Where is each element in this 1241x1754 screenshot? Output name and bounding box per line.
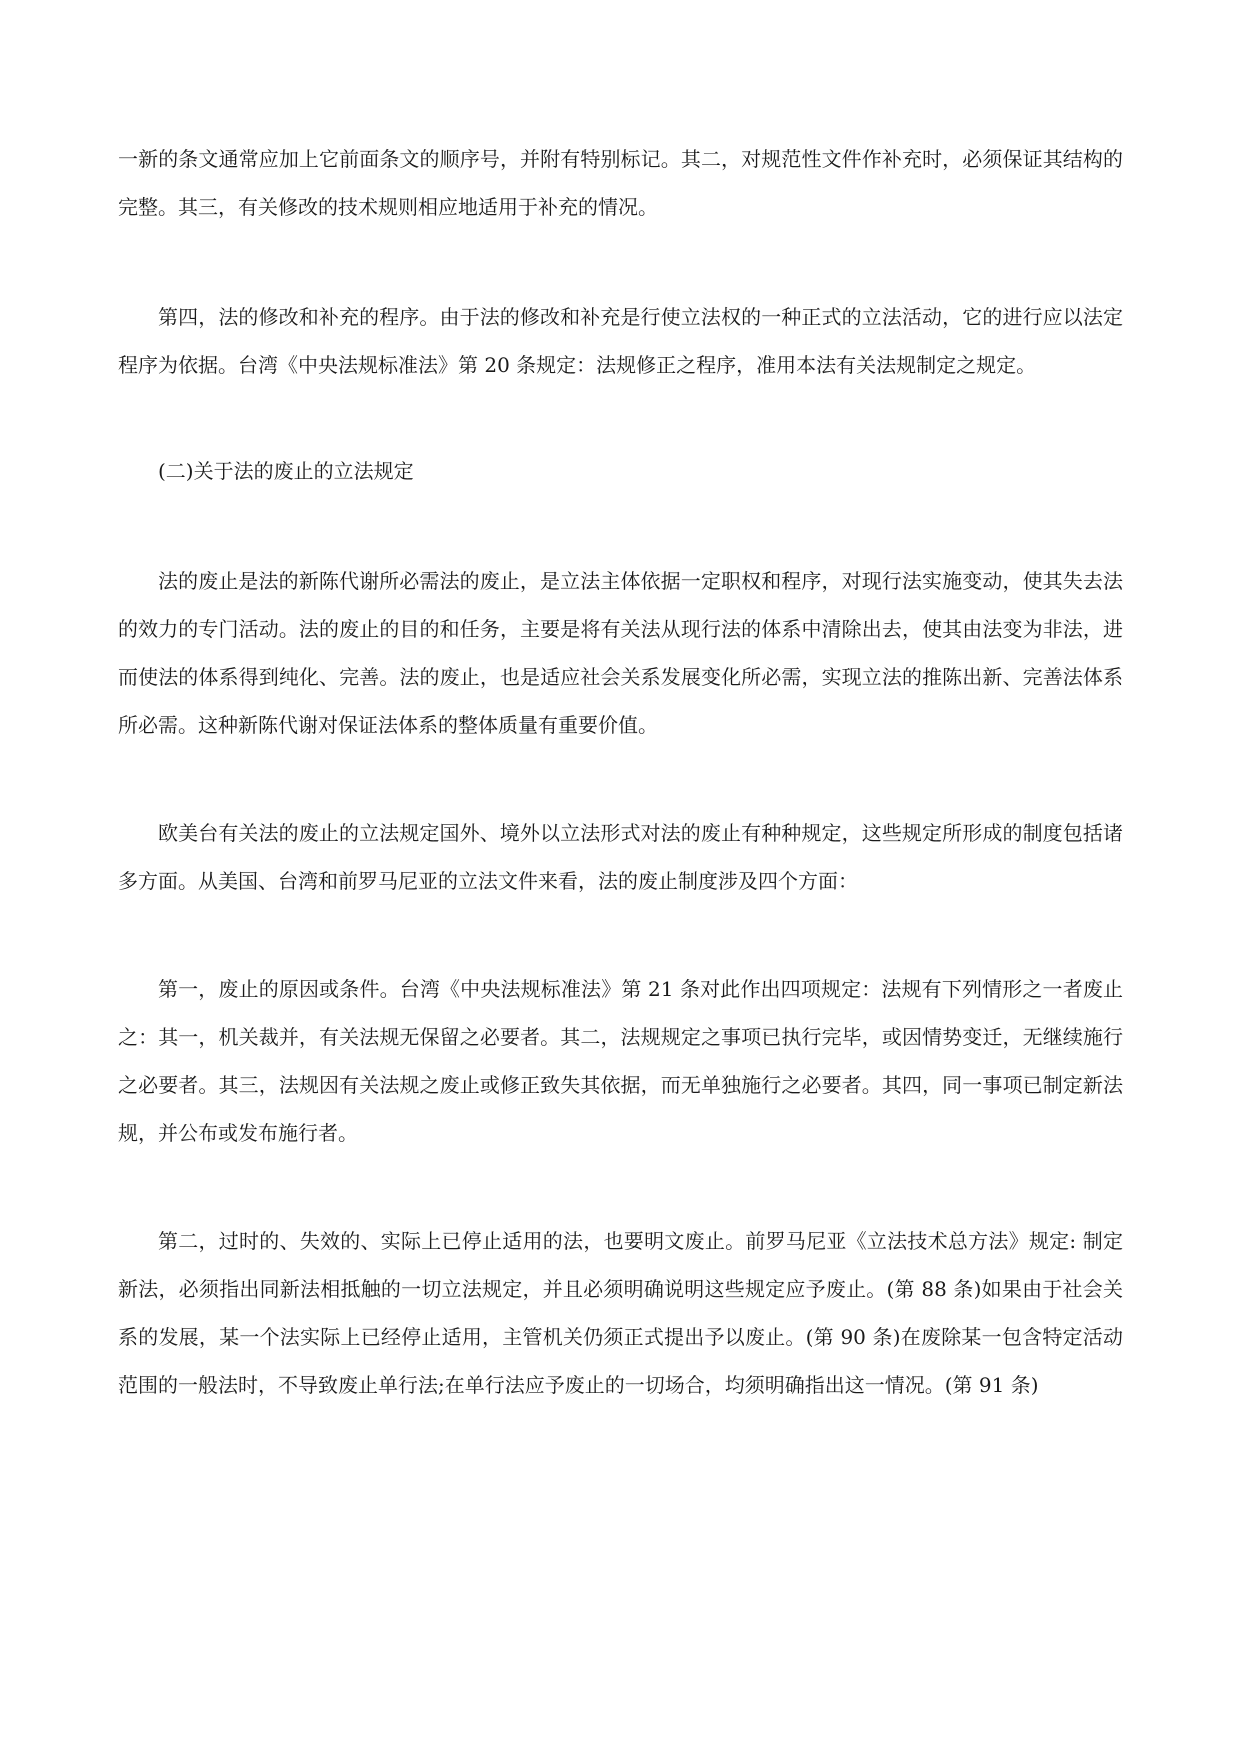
paragraph-foreign-provisions: 欧美台有关法的废止的立法规定国外、境外以立法形式对法的废止有种种规定，这些规定所形成的制度包括诸多方面。从美国、台湾和前罗马尼亚的立法文件来看，法的废止制度涉及四个方面：	[118, 821, 1123, 893]
paragraph-gap	[118, 905, 1123, 965]
paragraph-first-aspect: 第一，废止的原因或条件。台湾《中央法规标准法》第 21 条对此作出四项规定：法规有下列情形之一者废止之：其一，机关裁并，有关法规无保留之必要者。其二，法规规定之事项已执行完毕，或因情势变迁，无继续施行之必要者。其三，法规因有关法规之废止或修正致失其依据，而无单独施行之必要者。其四，同一事项已制定新法规，并公布或发布施行者。	[118, 977, 1123, 1145]
paragraph-abolition-definition: 法的废止是法的新陈代谢所必需法的废止，是立法主体依据一定职权和程序，对现行法实施变动，使其失去法的效力的专门活动。法的废止的目的和任务，主要是将有关法从现行法的体系中清除出去，使其由法变为非法，进而使法的体系得到纯化、完善。法的废止，也是适应社会关系发展变化所必需，实现立法的推陈出新、完善法体系所必需。这种新陈代谢对保证法体系的整体质量有重要价值。	[118, 569, 1123, 737]
paragraph-second-aspect: 第二，过时的、失效的、实际上已停止适用的法，也要明文废止。前罗马尼亚《立法技术总方法》规定: 制定新法，必须指出同新法相抵触的一切立法规定，并且必须明确说明这些规定应予废止。(第 88 条)如果由于社会关系的发展，某一个法实际上已经停止适用，主管机关仍须正式提出予以废止。(第 90 条)在废除某一包含特定活动范围的一般法时，不导致废止单行法;在单行法应予废止的一切场合，均须明确指出这一情况。(第 91 条)	[118, 1229, 1123, 1397]
paragraph-continuation: 一新的条文通常应加上它前面条文的顺序号，并附有特别标记。其二，对规范性文件作补充时，必须保证其结构的完整。其三，有关修改的技术规则相应地适用于补充的情况。	[118, 147, 1123, 219]
section-heading: (二)关于法的废止的立法规定	[158, 459, 414, 483]
paragraph-gap	[118, 389, 1123, 447]
paragraph-amendment-procedure: 第四，法的修改和补充的程序。由于法的修改和补充是行使立法权的一种正式的立法活动，它的进行应以法定程序为依据。台湾《中央法规标准法》第 20 条规定：法规修正之程序，准用本法有关法规制定之规定。	[118, 305, 1123, 377]
paragraph-gap	[118, 495, 1123, 557]
document-page	[118, 135, 1123, 1409]
paragraph-gap	[118, 1157, 1123, 1217]
paragraph-gap	[118, 231, 1123, 293]
paragraph-gap	[118, 749, 1123, 809]
